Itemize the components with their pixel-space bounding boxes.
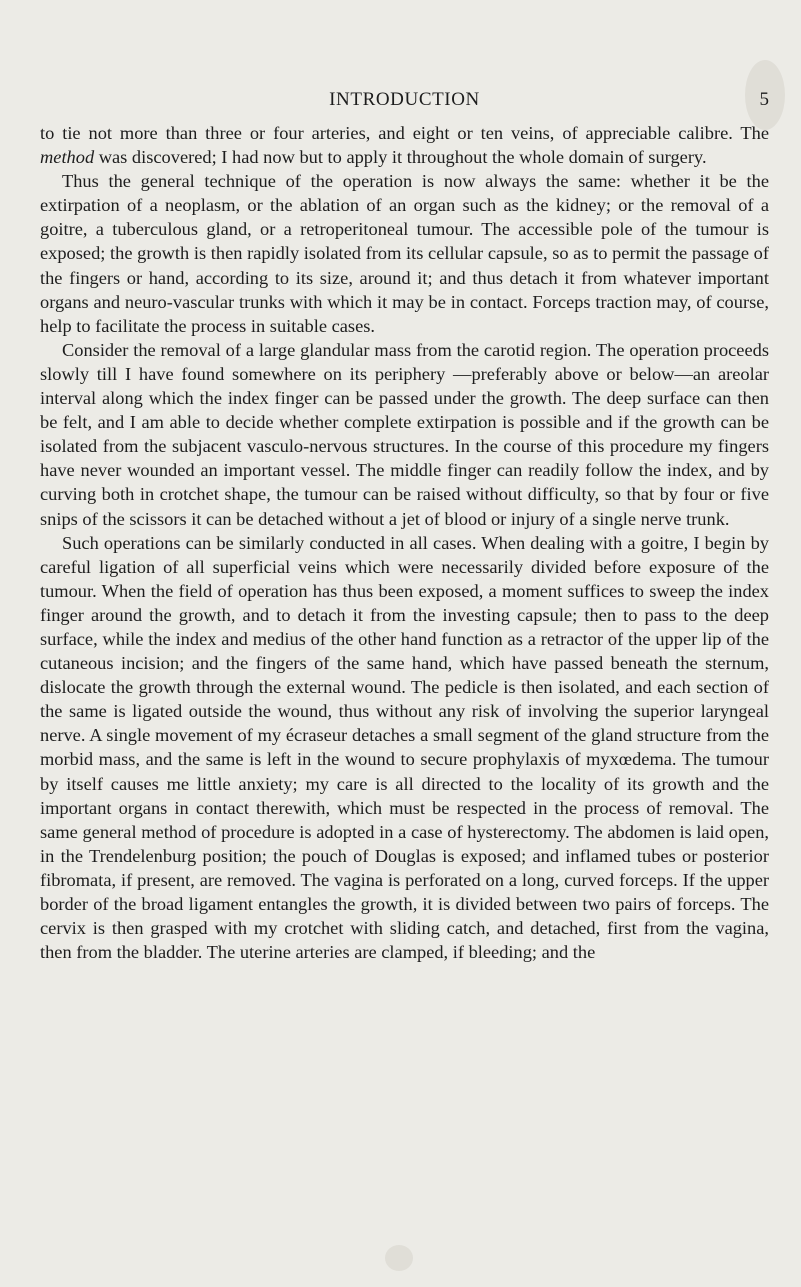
paragraph [40,169,769,338]
paragraph [40,121,769,169]
text-segment: Such operations can be similarly conducted in all cases. When dealing with a goitre, I begin by careful ligation of all superficial veins which were necessarily divided before exposure of the tumour. When the field of operation has thus been exposed, a moment suffices to sweep the index finger around the growth, and to detach it from the investing capsule; then to pass to the deep surface, while the index and medius of the other hand function as a retractor of the upper lip of the cutaneous incision; and the fingers of the same hand, which have passed beneath the sternum, dislocate the growth through the external wound. The pedicle is then isolated, and each section of the same is ligated outside the wound, thus without any risk of involving the superior laryngeal nerve. A single movement of my écraseur detaches a small segment of the gland structure from the morbid mass, and the same is left in the wound to secure prophylaxis of myxœdema. The tumour by itself causes me little anxiety; my care is all directed to the locality of its growth and the important organs in contact therewith, which must be respected in the process of removal. The same general method of procedure is adopted in a case of hysterectomy. The abdomen is laid open, in the Trendelenburg position; the pouch of Douglas is exposed; and inflamed tubes or posterior fibromata, if present, are removed. The vagina is perforated on a long, curved forceps. If the upper border of the broad ligament entangles the growth, it is divided between two pairs of forceps. The cervix is then grasped with my crotchet with sliding catch, and detached, first from the vagina, then from the bladder. The uterine arteries are clamped, if bleeding; and the [40,532,769,963]
body-text [40,121,769,964]
text-segment: to tie not more than three or four arteries, and eight or ten veins, of appreciable calibre. The [40,123,769,143]
paragraph [40,338,769,531]
paragraph [40,531,769,965]
text-segment: was discovered; I had now but to apply it throughout the whole domain of surgery. [94,147,707,168]
text-segment: Consider the removal of a large glandular mass from the carotid region. The operation proceeds slowly till I have found somewhere on its periphery —preferably above or below—an areolar interval along which the index finger can be passed under the growth. The deep surface can then be felt, and I am able to decide whether complete extirpation is possible and if the growth can be isolated from the subjacent vasculo-nervous structures. In the course of this procedure my fingers have never wounded an important vessel. The middle finger can readily follow the index, and by curving both in crotchet shape, the tumour can be raised without difficulty, so that by four or five snips of the scissors it can be detached without a jet of blood or injury of a single nerve trunk. [40,339,769,529]
page-number: 5 [759,89,769,110]
page-stain [385,1245,413,1271]
running-head [40,88,769,112]
page-title: INTRODUCTION [329,89,480,110]
italic-text: method [40,147,95,168]
text-segment: Thus the general technique of the operation is now always the same: whether it be the extirpation of a neoplasm, or the ablation of an organ such as the kidney; or the removal of a goitre, a tuberculous gland, or a retroperitoneal tumour. The accessible pole of the tumour is exposed; the growth is then rapidly isolated from its cellular capsule, so as to permit the passage of the fingers or hand, according to its size, around it; and thus detach it from whatever important organs and neuro-vascular trunks with which it may be in contact. Forceps traction may, of course, help to facilitate the process in suitable cases. [40,171,769,336]
